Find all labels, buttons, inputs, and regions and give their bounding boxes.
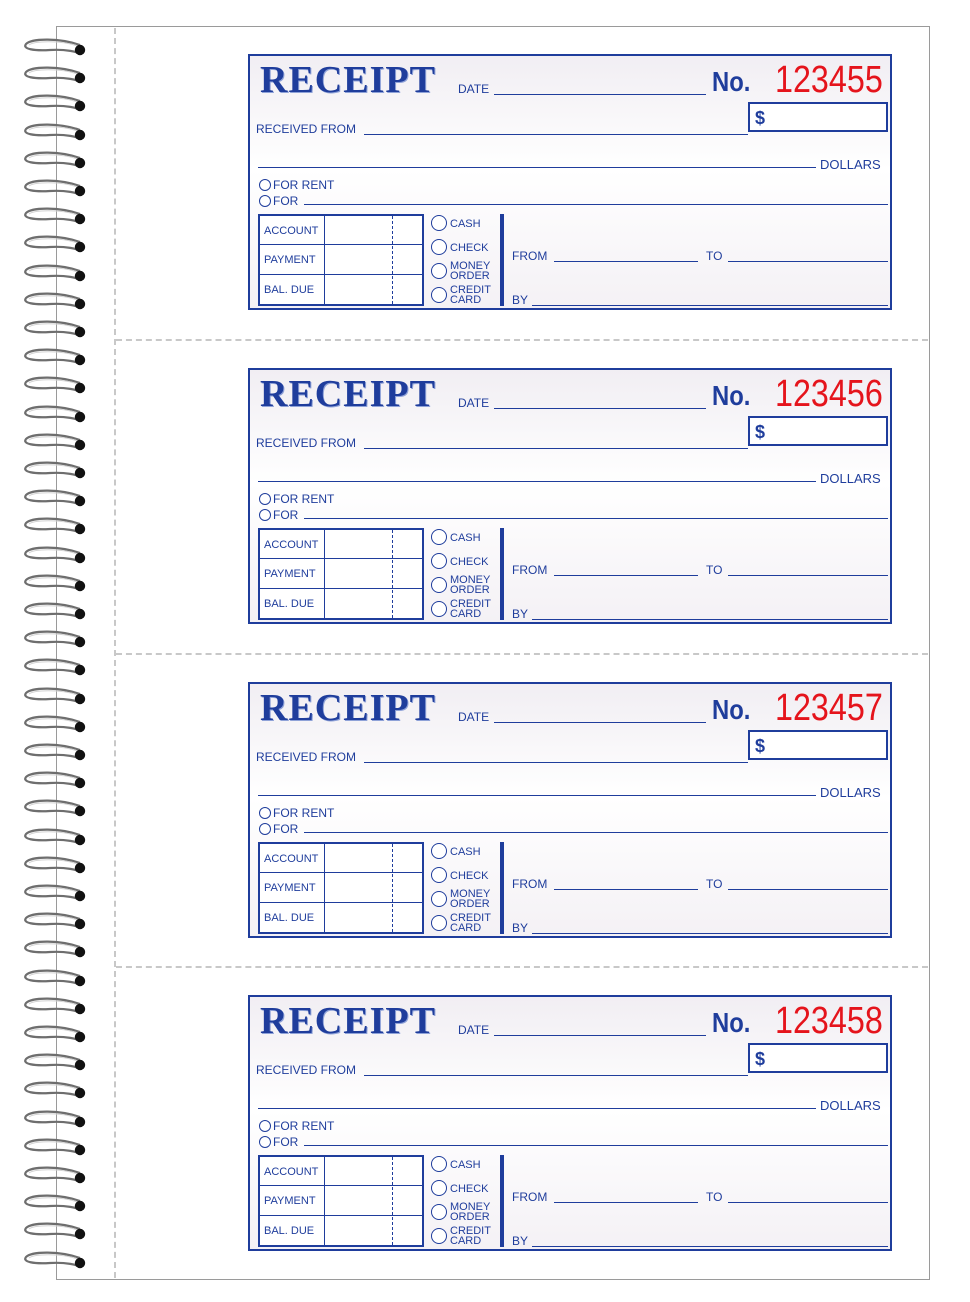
spiral-coil-icon xyxy=(20,177,90,203)
dollars-label: DOLLARS xyxy=(820,1098,881,1113)
spiral-coil-icon xyxy=(20,262,90,288)
receipt-number: 123458 xyxy=(775,1000,883,1042)
to-label: TO xyxy=(706,1190,723,1204)
to-line[interactable] xyxy=(728,261,888,262)
number-label: No. xyxy=(712,380,751,411)
spiral-coil-icon xyxy=(20,459,90,485)
spiral-coil xyxy=(20,459,90,490)
money-order-radio[interactable] xyxy=(431,1204,447,1220)
spiral-coil xyxy=(20,967,90,998)
spiral-coil xyxy=(20,938,90,969)
for-radio[interactable] xyxy=(259,1136,271,1148)
vertical-bar xyxy=(500,1155,504,1247)
check-radio[interactable] xyxy=(431,239,447,255)
spiral-coil xyxy=(20,374,90,405)
spiral-coil xyxy=(20,1051,90,1082)
spiral-coil xyxy=(20,685,90,716)
from-label: FROM xyxy=(512,563,548,577)
spiral-coil xyxy=(20,1249,90,1280)
for-rent-radio[interactable] xyxy=(259,1120,271,1132)
perforation-line xyxy=(116,339,928,341)
bal-due-label: BAL. DUE xyxy=(264,284,315,296)
account-table xyxy=(258,528,424,620)
cents-column-line xyxy=(392,1157,393,1245)
date-line[interactable] xyxy=(494,408,706,409)
spiral-coil xyxy=(20,854,90,885)
from-label: FROM xyxy=(512,1190,548,1204)
for-line[interactable] xyxy=(304,204,888,205)
spiral-coil-icon xyxy=(20,318,90,344)
bal-due-label: BAL. DUE xyxy=(264,1225,315,1237)
amount-words-line[interactable] xyxy=(258,167,816,168)
by-label: BY xyxy=(512,921,529,935)
spiral-coil-icon xyxy=(20,121,90,147)
spiral-coil-icon xyxy=(20,1192,90,1218)
spiral-coil xyxy=(20,262,90,293)
by-line[interactable] xyxy=(532,1246,888,1247)
by-line[interactable] xyxy=(532,933,888,934)
by-label: BY xyxy=(512,293,529,307)
table-divider xyxy=(260,1215,422,1216)
bal-due-label: BAL. DUE xyxy=(264,912,315,924)
card-label: CARD xyxy=(450,608,482,620)
spiral-coil xyxy=(20,1108,90,1139)
money-label: MONEY xyxy=(450,888,491,900)
spiral-coil-icon xyxy=(20,290,90,316)
receipt-title: RECEIPT xyxy=(260,1000,436,1042)
spiral-coil-icon xyxy=(20,544,90,570)
perforation-line xyxy=(116,653,928,655)
for-label: FOR xyxy=(273,822,299,836)
check-radio[interactable] xyxy=(431,1180,447,1196)
spiral-coil-icon xyxy=(20,995,90,1021)
to-line[interactable] xyxy=(728,889,888,890)
spiral-coil-icon xyxy=(20,713,90,739)
account-table xyxy=(258,842,424,934)
spiral-coil xyxy=(20,600,90,631)
cash-label: CASH xyxy=(450,532,481,544)
amount-box[interactable] xyxy=(748,102,888,132)
spiral-coil-icon xyxy=(20,769,90,795)
for-rent-label: FOR RENT xyxy=(273,806,335,820)
to-label: TO xyxy=(706,249,723,263)
perforation-line xyxy=(116,966,928,968)
spiral-coil xyxy=(20,797,90,828)
receipt-title: RECEIPT xyxy=(260,59,436,101)
table-column-line xyxy=(324,1157,325,1245)
account-label: ACCOUNT xyxy=(264,853,319,865)
spiral-coil xyxy=(20,318,90,349)
order-label: ORDER xyxy=(450,1211,490,1223)
spiral-coil-icon xyxy=(20,1023,90,1049)
cents-column-line xyxy=(392,530,393,618)
spiral-coil-icon xyxy=(20,938,90,964)
spiral-coil xyxy=(20,572,90,603)
spiral-coil-icon xyxy=(20,826,90,852)
table-divider xyxy=(260,1185,422,1186)
for-radio[interactable] xyxy=(259,195,271,207)
check-label: CHECK xyxy=(450,556,489,568)
spiral-coil-icon xyxy=(20,1136,90,1162)
cents-column-line xyxy=(392,216,393,304)
from-line[interactable] xyxy=(554,261,698,262)
cash-radio[interactable] xyxy=(431,529,447,545)
payment-label: PAYMENT xyxy=(264,254,316,266)
from-line[interactable] xyxy=(554,1202,698,1203)
spiral-coil-icon xyxy=(20,600,90,626)
check-label: CHECK xyxy=(450,1183,489,1195)
spiral-coil xyxy=(20,1079,90,1110)
spiral-coil xyxy=(20,882,90,913)
spiral-coil xyxy=(20,233,90,264)
spiral-coil-icon xyxy=(20,1108,90,1134)
dollars-label: DOLLARS xyxy=(820,471,881,486)
spiral-coil xyxy=(20,515,90,546)
by-label: BY xyxy=(512,607,529,621)
credit-label: CREDIT xyxy=(450,598,491,610)
received-from-line[interactable] xyxy=(364,134,748,135)
cash-radio[interactable] xyxy=(431,1156,447,1172)
receipt-form xyxy=(248,368,892,624)
date-label: DATE xyxy=(458,710,490,724)
from-label: FROM xyxy=(512,877,548,891)
credit-card-radio[interactable] xyxy=(431,1228,447,1244)
dollar-sign: $ xyxy=(755,422,766,442)
from-label: FROM xyxy=(512,249,548,263)
spiral-coil xyxy=(20,205,90,236)
amount-words-line[interactable] xyxy=(258,481,816,482)
spiral-coil-icon xyxy=(20,92,90,118)
vertical-bar xyxy=(500,214,504,306)
received-from-line[interactable] xyxy=(364,762,748,763)
card-label: CARD xyxy=(450,922,482,934)
to-line[interactable] xyxy=(728,575,888,576)
spiral-coil xyxy=(20,741,90,772)
for-radio[interactable] xyxy=(259,823,271,835)
cash-label: CASH xyxy=(450,218,481,230)
spiral-coil-icon xyxy=(20,967,90,993)
for-label: FOR xyxy=(273,508,299,522)
by-line[interactable] xyxy=(532,619,888,620)
spiral-coil xyxy=(20,1023,90,1054)
card-label: CARD xyxy=(450,1235,482,1247)
spiral-coil xyxy=(20,1136,90,1167)
dollars-label: DOLLARS xyxy=(820,157,881,172)
credit-card-radio[interactable] xyxy=(431,601,447,617)
receipt-number: 123457 xyxy=(775,687,883,729)
spiral-coil-icon xyxy=(20,1051,90,1077)
credit-label: CREDIT xyxy=(450,1225,491,1237)
money-order-radio[interactable] xyxy=(431,263,447,279)
cents-column-line xyxy=(392,844,393,932)
spiral-coil-icon xyxy=(20,431,90,457)
cash-radio[interactable] xyxy=(431,215,447,231)
account-label: ACCOUNT xyxy=(264,1166,319,1178)
spiral-coil-icon xyxy=(20,403,90,429)
payment-label: PAYMENT xyxy=(264,1195,316,1207)
received-from-label: RECEIVED FROM xyxy=(256,1063,357,1077)
amount-box[interactable] xyxy=(748,1043,888,1073)
spiral-coil xyxy=(20,544,90,575)
table-divider xyxy=(260,588,422,589)
account-label: ACCOUNT xyxy=(264,225,319,237)
date-label: DATE xyxy=(458,1023,490,1037)
spiral-coil-icon xyxy=(20,346,90,372)
spiral-coil xyxy=(20,36,90,67)
spiral-coil-icon xyxy=(20,741,90,767)
spiral-coil xyxy=(20,64,90,95)
spiral-coil-icon xyxy=(20,1220,90,1246)
for-line[interactable] xyxy=(304,1145,888,1146)
spiral-coil xyxy=(20,995,90,1026)
receipt-form xyxy=(248,995,892,1251)
table-divider xyxy=(260,244,422,245)
number-label: No. xyxy=(712,1007,751,1038)
spiral-coil xyxy=(20,121,90,152)
received-from-label: RECEIVED FROM xyxy=(256,436,357,450)
receipt-form xyxy=(248,682,892,938)
receipt-number: 123456 xyxy=(775,373,883,415)
for-label: FOR xyxy=(273,194,299,208)
vertical-bar xyxy=(500,528,504,620)
from-line[interactable] xyxy=(554,575,698,576)
check-radio[interactable] xyxy=(431,867,447,883)
cash-label: CASH xyxy=(450,846,481,858)
for-rent-radio[interactable] xyxy=(259,807,271,819)
to-label: TO xyxy=(706,877,723,891)
account-label: ACCOUNT xyxy=(264,539,319,551)
to-label: TO xyxy=(706,563,723,577)
check-label: CHECK xyxy=(450,870,489,882)
spiral-coil-icon xyxy=(20,910,90,936)
spiral-coil xyxy=(20,713,90,744)
spiral-coil xyxy=(20,92,90,123)
account-table xyxy=(258,1155,424,1247)
amount-words-line[interactable] xyxy=(258,1108,816,1109)
for-radio[interactable] xyxy=(259,509,271,521)
spiral-coil xyxy=(20,769,90,800)
spiral-coil-icon xyxy=(20,854,90,880)
money-label: MONEY xyxy=(450,1201,491,1213)
received-from-line[interactable] xyxy=(364,1075,748,1076)
spiral-coil-icon xyxy=(20,233,90,259)
dollar-sign: $ xyxy=(755,108,766,128)
money-label: MONEY xyxy=(450,574,491,586)
credit-label: CREDIT xyxy=(450,284,491,296)
for-rent-label: FOR RENT xyxy=(273,178,335,192)
spiral-coil xyxy=(20,177,90,208)
date-line[interactable] xyxy=(494,94,706,95)
account-table xyxy=(258,214,424,306)
spiral-coil-icon xyxy=(20,1249,90,1275)
spiral-coil-icon xyxy=(20,515,90,541)
cash-label: CASH xyxy=(450,1159,481,1171)
spiral-coil xyxy=(20,487,90,518)
spiral-coil-icon xyxy=(20,149,90,175)
receipt-title: RECEIPT xyxy=(260,373,436,415)
to-line[interactable] xyxy=(728,1202,888,1203)
spiral-coil-icon xyxy=(20,685,90,711)
dollar-sign: $ xyxy=(755,1049,766,1069)
for-line[interactable] xyxy=(304,518,888,519)
spiral-coil-icon xyxy=(20,487,90,513)
table-divider xyxy=(260,902,422,903)
date-label: DATE xyxy=(458,396,490,410)
spiral-coil-icon xyxy=(20,374,90,400)
spiral-coil-icon xyxy=(20,64,90,90)
order-label: ORDER xyxy=(450,898,490,910)
vertical-bar xyxy=(500,842,504,934)
amount-box[interactable] xyxy=(748,416,888,446)
spiral-coil xyxy=(20,403,90,434)
order-label: ORDER xyxy=(450,270,490,282)
credit-label: CREDIT xyxy=(450,912,491,924)
amount-words-line[interactable] xyxy=(258,795,816,796)
number-label: No. xyxy=(712,694,751,725)
table-divider xyxy=(260,872,422,873)
table-column-line xyxy=(324,530,325,618)
receipt-form xyxy=(248,54,892,310)
money-order-radio[interactable] xyxy=(431,891,447,907)
for-rent-radio[interactable] xyxy=(259,493,271,505)
receipt-number: 123455 xyxy=(775,59,883,101)
table-column-line xyxy=(324,844,325,932)
for-rent-label: FOR RENT xyxy=(273,1119,335,1133)
received-from-label: RECEIVED FROM xyxy=(256,122,357,136)
spiral-coil xyxy=(20,628,90,659)
payment-label: PAYMENT xyxy=(264,568,316,580)
spiral-coil-icon xyxy=(20,1164,90,1190)
check-radio[interactable] xyxy=(431,553,447,569)
spiral-coil xyxy=(20,1220,90,1251)
spiral-coil-icon xyxy=(20,36,90,62)
spiral-coil xyxy=(20,826,90,857)
spiral-coil-icon xyxy=(20,628,90,654)
spiral-coil xyxy=(20,1192,90,1223)
cash-radio[interactable] xyxy=(431,843,447,859)
from-line[interactable] xyxy=(554,889,698,890)
bal-due-label: BAL. DUE xyxy=(264,598,315,610)
spiral-coil xyxy=(20,431,90,462)
number-label: No. xyxy=(712,66,751,97)
spiral-coil xyxy=(20,910,90,941)
spiral-coil xyxy=(20,149,90,180)
spiral-coil xyxy=(20,1164,90,1195)
table-column-line xyxy=(324,216,325,304)
received-from-line[interactable] xyxy=(364,448,748,449)
money-label: MONEY xyxy=(450,260,491,272)
for-rent-label: FOR RENT xyxy=(273,492,335,506)
dollars-label: DOLLARS xyxy=(820,785,881,800)
spiral-coil xyxy=(20,290,90,321)
credit-card-radio[interactable] xyxy=(431,915,447,931)
date-line[interactable] xyxy=(494,1035,706,1036)
spiral-coil-icon xyxy=(20,205,90,231)
by-label: BY xyxy=(512,1234,529,1248)
order-label: ORDER xyxy=(450,584,490,596)
table-divider xyxy=(260,274,422,275)
for-line[interactable] xyxy=(304,832,888,833)
spiral-coil xyxy=(20,346,90,377)
check-label: CHECK xyxy=(450,242,489,254)
spiral-coil-icon xyxy=(20,797,90,823)
date-label: DATE xyxy=(458,82,490,96)
card-label: CARD xyxy=(450,294,482,306)
spiral-coil xyxy=(20,656,90,687)
spiral-coil-icon xyxy=(20,882,90,908)
spiral-coil-icon xyxy=(20,656,90,682)
money-order-radio[interactable] xyxy=(431,577,447,593)
by-line[interactable] xyxy=(532,305,888,306)
receipt-title: RECEIPT xyxy=(260,687,436,729)
for-rent-radio[interactable] xyxy=(259,179,271,191)
received-from-label: RECEIVED FROM xyxy=(256,750,357,764)
date-line[interactable] xyxy=(494,722,706,723)
amount-box[interactable] xyxy=(748,730,888,760)
dollar-sign: $ xyxy=(755,736,766,756)
credit-card-radio[interactable] xyxy=(431,287,447,303)
table-divider xyxy=(260,558,422,559)
payment-label: PAYMENT xyxy=(264,882,316,894)
spiral-coil-icon xyxy=(20,572,90,598)
for-label: FOR xyxy=(273,1135,299,1149)
spiral-coil-icon xyxy=(20,1079,90,1105)
